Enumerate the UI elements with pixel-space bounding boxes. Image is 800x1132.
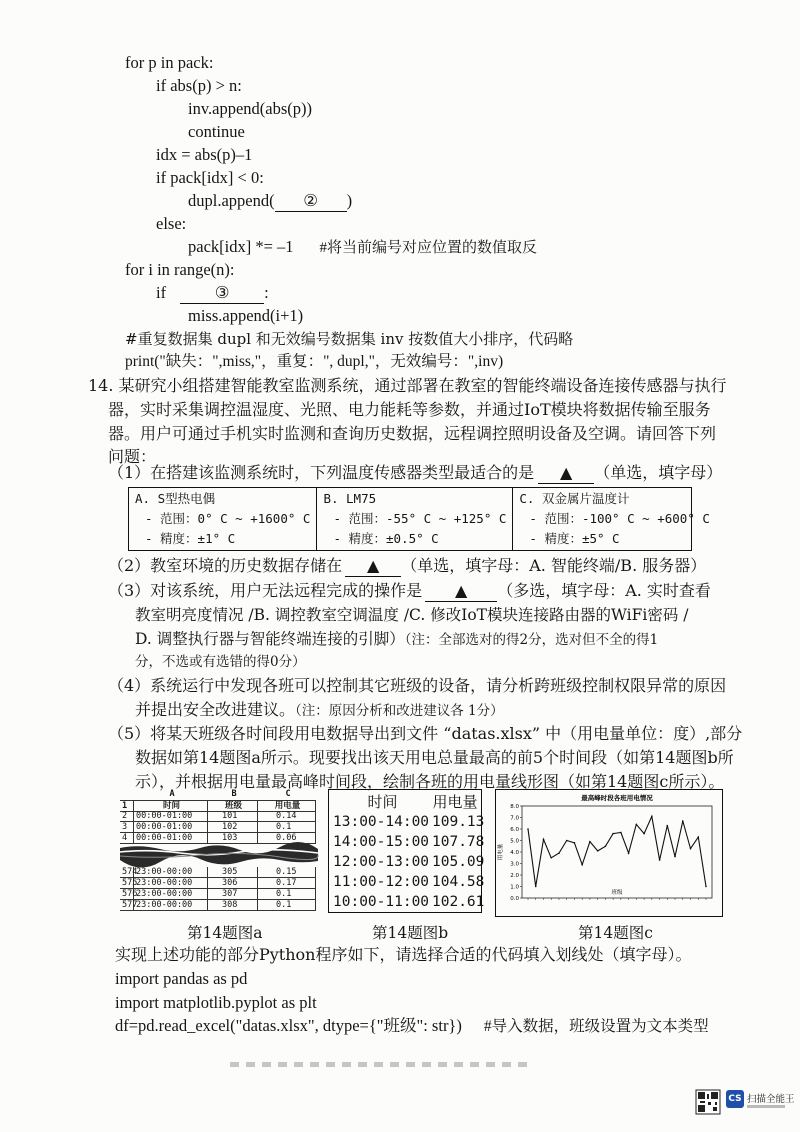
table-row [333,872,485,892]
tail-instruction: 实现上述功能的部分Python程序如下，请选择合适的代码填入划线处（填字母）。 [115,945,692,964]
cell-time: 23:00-00:00 [134,878,208,889]
column-letter: B [231,789,237,799]
scanner-watermark [696,1086,795,1118]
code-line-continue: continue [188,122,245,141]
q-text: （1）在搭建该监测系统时，下列温度传感器类型最适合的是 [108,463,535,482]
data-point [589,841,591,843]
figure-a-spreadsheet [120,789,318,911]
code-text: df=pd.read_excel("datas.xlsx", dtype={"班级": str}) [115,1016,462,1035]
table-row [120,878,316,889]
data-point [682,820,684,822]
answer-blank-p3: ▲ [425,581,497,602]
option-b [317,488,513,550]
cell-usage: 104.58 [432,874,485,890]
cell-usage: 102.61 [432,894,485,910]
y-tick-label: 1.0 [510,884,519,891]
code-line-for-range: for i in range(n): [125,260,235,279]
header-usage: 用电量 [432,793,478,811]
footer-cutoff-line [230,1062,530,1067]
cell-usage: 0.1 [258,822,316,833]
option-range: - 范围：-55° C ~ +125° C [333,511,507,526]
y-tick-label: 8.0 [510,804,519,810]
y-tick-label: 4.0 [510,850,519,856]
row-number: 3 [120,822,134,833]
code-line-negate [188,237,537,258]
row-number: 576 [122,889,138,899]
column-letter-row [120,789,316,800]
data-point [535,886,537,888]
y-tick-label: 5.0 [510,838,519,845]
q-text: （2）教室环境的历史数据存储在 [108,556,343,575]
data-point [543,839,545,841]
answer-blank-p2: ▲ [345,556,401,577]
figure-c-line-chart [495,789,723,917]
q-text: （3）对该系统，用户无法远程完成的操作是 [108,581,423,600]
cell-class: 101 [208,811,258,822]
code-line-if-blank [156,283,269,304]
y-tick-label: 6.0 [510,827,519,833]
option-name: B. LM75 [323,491,377,506]
cell-usage: 0.17 [258,878,316,889]
code-line-inv-append: inv.append(abs(p)) [188,99,313,118]
table-header-row [333,792,478,812]
data-point [612,833,614,835]
q14-part3-line1 [108,581,711,602]
table-row [333,812,485,832]
tail-read-excel [115,1016,709,1037]
cell-usage: 0.1 [258,900,316,911]
option-name: A. S型热电偶 [135,491,216,506]
data-point [550,857,552,859]
code-text: if [156,283,167,302]
data-point [636,824,638,826]
code-line-if-abs: if abs(p) > n: [156,76,242,95]
cell-time: 23:00-00:00 [134,900,208,911]
y-axis-label: 用电量 [498,843,504,861]
data-point [574,842,576,844]
row-number: 4 [120,833,134,844]
series-line [528,816,706,886]
option-precision: - 精度：±0.5° C [333,531,439,546]
q14-part4-line1: （4）系统运行中发现各班可以控制其它班级的设备，请分析跨班级控制权限异常的原因 [108,676,727,695]
q14-intro-line1: 14. 某研究小组搭建智能教室监测系统，通过部署在教室的智能终端设备连接传感器与执行 [88,376,727,395]
table-row [333,892,485,912]
y-tick-label: 7.0 [510,815,519,822]
row-number: 577 [122,900,138,910]
option-precision: - 精度：±5° C [529,531,620,546]
code-text: pack[idx] *= –1 [188,237,294,256]
cell-usage: 107.78 [432,834,485,850]
q14-intro-line4: 问题： [108,447,157,466]
q14-part1 [108,463,722,484]
option-name: C. 双金属片温度计 [519,491,630,506]
q-text: （多选，填字母：A. 实时查看 [497,581,711,600]
column-letter: C [285,789,291,799]
row-number: 1 [120,801,134,812]
header-time: 时间 [134,801,208,812]
table-row [120,822,316,833]
cell-class: 306 [208,878,258,889]
q14-part5-line2: 数据如第14题图a所示。现要找出该天用电总量最高的前5个时间段（如第14题图b所 [135,748,734,767]
cell-class: 307 [208,889,258,900]
caption-fig-a: 第14题图a [187,924,263,942]
cell-time: 13:00-14:00 [333,814,430,830]
data-point [674,856,676,858]
q14-part2 [108,556,706,577]
cell-time: 12:00-13:00 [333,854,430,870]
table-row [120,889,316,900]
data-point [659,859,661,861]
code-line-miss-append: miss.append(i+1) [188,306,304,325]
code-line-if-pack: if pack[idx] < 0: [156,168,264,187]
code-text: ) [346,191,353,210]
q-text: （单选，填字母：A. 智能终端/B. 服务器） [401,556,707,575]
code-line-comment-sort: #重复数据集 dupl 和无效编号数据集 inv 按数值大小排序，代码略 [125,330,574,348]
row-number: 574 [122,867,138,877]
cell-class: 305 [208,867,258,878]
q14-part3-line2: 教室明亮度情况 /B. 调控教室空调温度 /C. 修改IoT模块连接路由器的WiFi密码 / [135,606,689,624]
qr-code-icon [696,1090,720,1114]
data-point [705,886,707,888]
q-note: （注：原因分析和改进建议各 1分） [295,703,504,719]
option-c [513,488,716,550]
header-class: 班级 [208,801,258,812]
cell-usage: 105.09 [432,854,485,870]
cell-time: 10:00-11:00 [333,894,430,910]
row-number: 575 [122,878,138,888]
header-time: 时间 [367,793,398,811]
caption-fig-c: 第14题图c [578,924,653,942]
row-number: 2 [120,811,134,822]
data-point [628,852,630,854]
code-line-idx: idx = abs(p)–1 [156,145,253,164]
code-line-for-pack: for p in pack: [125,53,214,72]
data-point [566,840,568,842]
q14-intro-line3: 器。用户可通过手机实时监测和查询历史数据，远程调控照明设备及空调。请回答下列 [108,424,717,443]
chart-title: 最高峰时段各班用电情况 [581,794,653,802]
data-point [527,828,529,830]
tail-import-pandas: import pandas as pd [115,969,248,988]
code-comment: #导入数据，班级设置为文本类型 [483,1018,709,1035]
option-precision: - 精度：±1° C [145,531,236,546]
omitted-rows-tear [120,843,318,867]
cell-usage: 109.13 [432,814,485,830]
cell-time: 23:00-00:00 [134,867,208,878]
code-comment: #将当前编号对应位置的数值取反 [319,240,538,256]
code-line-dupl-append [188,191,352,212]
data-point [605,845,607,847]
answer-blank-3: ③ [180,283,264,304]
cell-time: 00:00-01:00 [134,822,208,833]
data-point [643,833,645,835]
q-text: D. 调整执行器与智能终端连接的引脚） [135,630,405,648]
caption-fig-b: 第14题图b [372,924,449,942]
cell-usage: 0.14 [258,811,316,822]
y-tick-label: 2.0 [510,873,519,879]
scanner-subtitle [747,1105,785,1108]
column-letter: A [169,789,175,799]
code-text: : [264,283,269,302]
table-row [333,832,485,852]
cell-time: 11:00-12:00 [333,874,430,890]
option-a [129,488,317,550]
answer-blank-p1: ▲ [538,463,594,484]
option-range: - 范围：0° C ~ +1600° C [145,511,311,526]
q14-part5-line1: （5）将某天班级各时间段用电数据导出到文件 “datas.xlsx” 中（用电量单位：度）,部分 [108,724,743,743]
code-line-else: else: [156,214,187,233]
code-line-print: print("缺失：",miss,"，重复：", dupl,"，无效编号：",inv) [125,353,504,370]
option-range: - 范围：-100° C ~ +600° C [529,511,710,526]
table-row [120,900,316,911]
q-text: （单选，填字母） [594,463,723,482]
answer-blank-2: ② [275,191,347,212]
data-point [558,852,560,854]
q14-part3-line4: 分，不选或有选错的得0分） [135,654,306,670]
cell-time: 00:00-01:00 [134,833,208,844]
table-row [333,852,485,872]
figure-b-top5-table [328,789,485,913]
q14-part4-line2 [135,700,504,721]
chart-canvas [496,790,722,916]
plot-frame [522,806,712,898]
cell-usage: 0.1 [258,889,316,900]
table-row [120,867,316,878]
q14-intro-line2: 器，实时采集调控温湿度、光照、电力能耗等参数，并通过IoT模块将数据传输至服务 [108,400,711,419]
x-axis-label: 班级 [611,890,623,896]
q14-part3-line3 [135,629,658,650]
cs-badge-icon: CS [726,1090,744,1108]
tail-import-matplotlib: import matplotlib.pyplot as plt [115,993,317,1012]
cell-class: 103 [208,833,258,844]
table-row [120,811,316,822]
y-tick-label: 3.0 [510,861,519,868]
q14-part5-line3: 示），并根据用电量最高峰时间段，绘制各班的用电量线形图（如第14题图c所示）。 [135,772,725,791]
cell-time: 14:00-15:00 [333,834,430,850]
data-point [581,864,583,866]
header-usage: 用电量 [258,801,316,812]
cell-time: 00:00-01:00 [134,811,208,822]
sensor-options-table [128,487,710,551]
cell-class: 308 [208,900,258,911]
q-note: （注：全部选对的得2分，选对但不全的得1 [404,632,659,648]
q-text: 并提出安全改进建议。 [135,700,296,719]
data-point [697,836,699,838]
data-point [667,825,669,827]
data-point [651,816,653,818]
data-point [597,850,599,852]
cell-usage: 0.15 [258,867,316,878]
y-tick-label: 0.0 [510,896,519,902]
scanner-app-name: 扫描全能王 [747,1094,795,1105]
cell-time: 23:00-00:00 [134,889,208,900]
cell-class: 102 [208,822,258,833]
data-point [690,848,692,850]
cell-usage: 0.06 [258,833,316,844]
data-point [620,832,622,834]
code-text: dupl.append( [188,191,275,210]
